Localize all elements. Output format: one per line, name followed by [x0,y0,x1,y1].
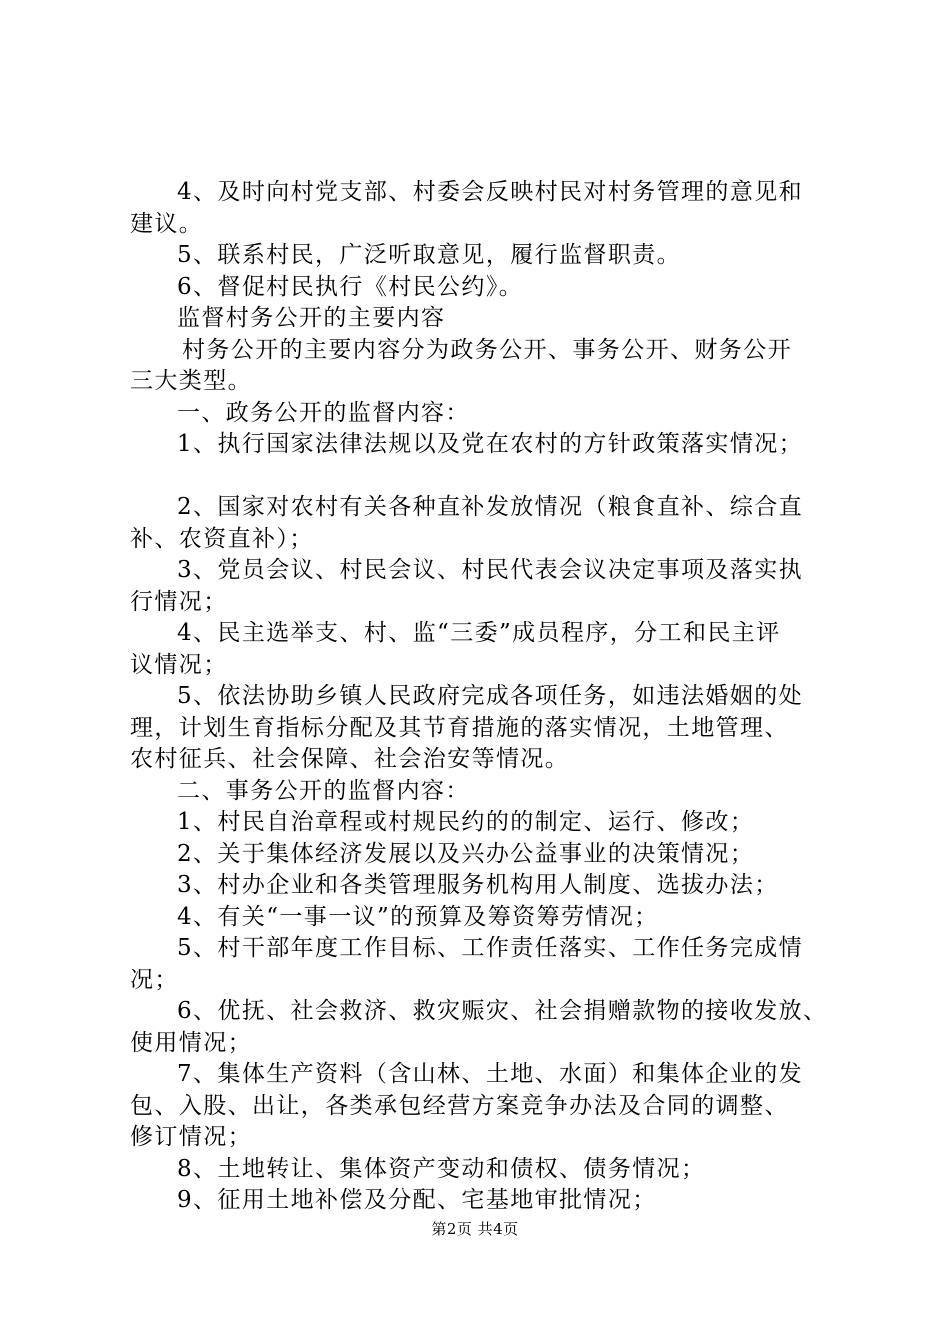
text-line: 二、事务公开的监督内容： [177,777,470,804]
text-line: 理，计划生育指标分配及其节育措施的落实情况，土地管理、 [130,714,789,741]
text-line: 8、土地转让、集体资产变动和债权、债务情况； [177,1155,706,1182]
text-line: 4、有关“一事一议”的预算及筹资筹劳情况； [177,903,659,930]
text-line: 9、征用土地补偿及分配、宅基地审批情况； [177,1187,657,1213]
document-body [130,177,830,1217]
text-line: 2、关于集体经济发展以及兴办公益事业的决策情况； [177,840,755,867]
page-footer: 第2页 共4页 [431,1220,519,1238]
text-line: 1、执行国家法律法规以及党在农村的方针政策落实情况； [177,431,804,457]
text-line: 1、村民自治章程或村规民约的的制定、运行、修改； [177,809,755,835]
text-line: 农村征兵、社会保障、社会治安等情况。 [130,746,570,772]
text-line: 建议。 [130,210,204,237]
text-line: 监督村务公开的主要内容 [177,305,446,331]
text-line: 包、入股、出让，各类承包经营方案竞争办法及合同的调整、 [130,1092,789,1119]
text-line: 5、依法协助乡镇人民政府完成各项任务，如违法婚姻的处 [177,683,804,709]
blank-line [130,461,830,493]
text-line: 4、及时向村党支部、村委会反映村民对村务管理的意见和 [177,179,804,205]
text-line: 7、集体生产资料（含山林、土地、水面）和集体企业的发 [177,1061,804,1087]
text-line: 修订情况； [130,1124,252,1150]
text-line: 5、联系村民，广泛听取意见，履行监督职责。 [177,242,682,268]
text-line: 2、国家对农村有关各种直补发放情况（粮食直补、综合直 [177,494,804,520]
text-line: 三大类型。 [130,368,252,394]
text-line: 3、党员会议、村民会议、村民代表会议决定事项及落实执 [177,557,804,583]
text-line: 3、村办企业和各类管理服务机构用人制度、选拔办法； [177,872,779,898]
text-line: 使用情况； [130,1029,252,1056]
text-line: 5、村干部年度工作目标、工作责任落实、工作任务完成情 [177,935,804,961]
text-line: 况； [130,966,179,993]
text-line: 补、农资直补）； [130,525,314,552]
text-line: 村务公开的主要内容分为政务公开、事务公开、财务公开 [182,336,792,363]
text-line: 4、民主选举支、村、监“三委”成员程序，分工和民主评 [177,620,781,646]
text-line: 6、优抚、社会救济、救灾赈灾、社会捐赠款物的接收发放、 [177,998,828,1024]
text-line: 6、督促村民执行《村民公约》。 [177,273,524,300]
text-line: 一、政务公开的监督内容： [177,399,470,426]
text-line: 行情况； [130,588,228,615]
text-line: 议情况； [130,651,228,678]
